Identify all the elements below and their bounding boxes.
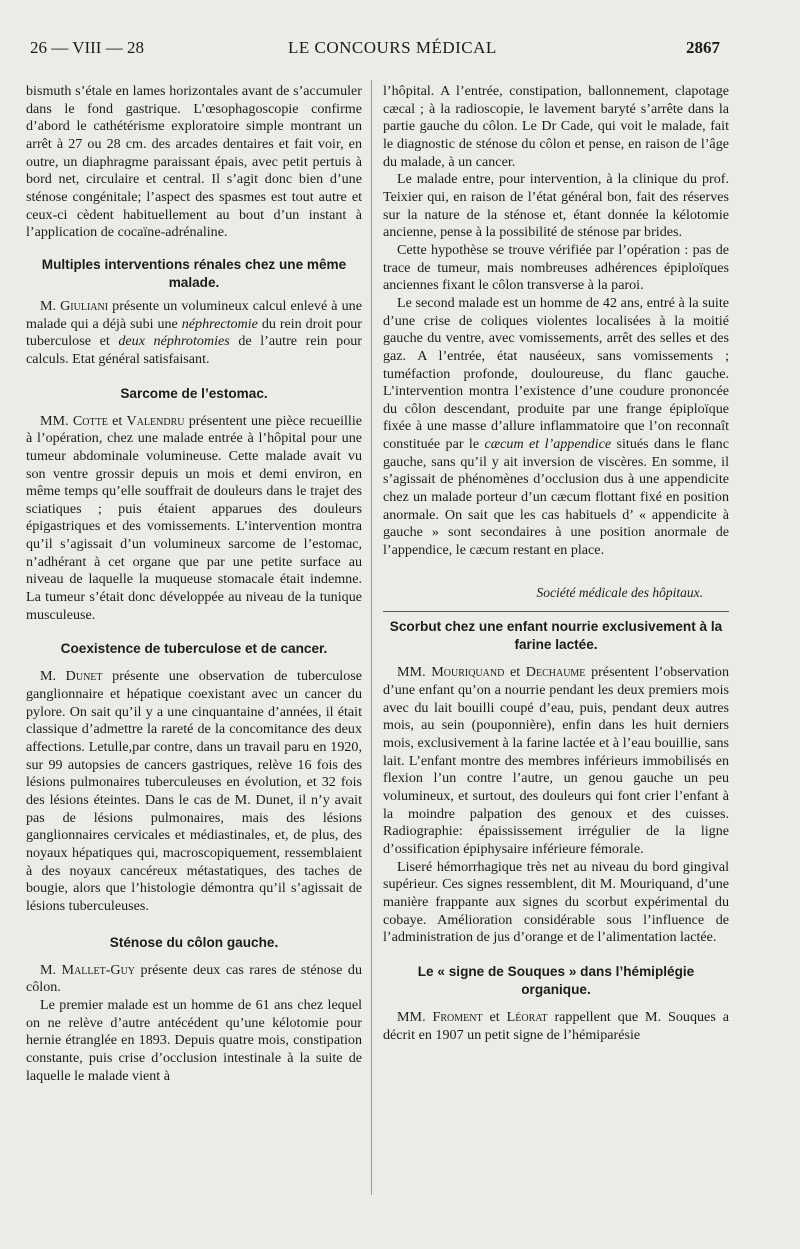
paragraph-hypothese: Cette hypothèse se trouve vérifiée par l’opération : pas de trace de tumeur, mais nombreuses adhérences épiploïques anciennes fixant le côlon transverse à la paroi. (383, 241, 729, 294)
paragraph-stenose-oesophage: bismuth s’étale en lames horizontales avant de s’accumuler dans le fond gastrique. L’œsophagoscopie confirme d’abord le cathétérisme exploratoire simple montrant un arrêt à 27 ou 28 cm. des arcades dentaires et fait voir, en outre, un diaphragme paraissant épais, avec petit pertuis à bord net, circulaire et central. Il s’agit donc bien d’une sténose congénitale; l’aspect des spasmes est tout autre et ceux-ci cèdent habituellement au bout d’un instant à l’application de cocaïne-adrénaline. (26, 83, 362, 241)
section-title-scorbut: Scorbut chez une enfant nourrie exclusivement à la farine lactée. (389, 619, 723, 653)
paragraph-lisere: Liseré hémorrhagique très net au niveau du bord gingival supérieur. Ces signes ressemblent, dit M. Mouriquand, d’une manière frappante aux signes du scorbut expérimental du cobaye. Amélioration considérable sous l’influence de l’administration de jus d’orange et de l’alimentation lactée. (383, 858, 729, 946)
page-header (30, 38, 720, 68)
section-title-sarcome-estomac: Sarcome de l’estomac. (120, 385, 268, 401)
term-nephrotomies: deux néphrotomies (118, 333, 230, 350)
author-name: M. Mallet-Guy (40, 961, 136, 978)
paragraph-tuberculose-cancer: M. Dunet présente une observation de tuberculose ganglionnaire et hépatique coexistant avec un cancer du pylore. On sait qu’il y a une cinquantaine d’années, il était classique d’admettre la rareté de la concomitance des deux affections. Letulle,par contre, dans un travail paru en 1920, sur 99 autopsies de cancers gastriques, relève 16 fois des lésions pulmonaires tuberculeuses en évolution, et 32 fois des lésions éteintes. Dans le cas de M. Dunet, il n’y avait pas de lésions pulmonaires, mais des lésions ganglionnaires cervicales et médiastinales, et, de plus, des noyaux hépatiques qui, macroscopiquement, ressemblaient à des noyaux cancéreux métastatiques, des taches de bougie, alors que l’histologie démontra qu’il s’agissait de lésions tuberculeuses. (26, 668, 362, 914)
paragraph-stenose-colon-intro: M. Mallet-Guy présente deux cas rares de sténose du côlon. (26, 961, 362, 996)
section-title-interventions-renales: Multiples interventions rénales chez une même malade. (41, 256, 347, 290)
author-name: M. Giuliani (40, 297, 109, 314)
paragraph-sarcome-estomac: MM. Cotte et Valendru présentent une pièce recueillie à l’opération, chez une malade entrée à l’hôpital pour une tumeur abdominale volumineuse. Cette malade avait vu son ventre grossir depuis un mois et demi environ, en même temps qu’elle souffrait de douleurs dans le trajet des sciatiques ; puis étaient apparues des douleurs épigastriques et des vomissements. L’intervention montra qu’il s’agissait d’un volumineux sarcome de l’estomac, n’adhérant à cet organe que par une petite surface au niveau de laquelle la muqueuse stomacale était indemne. La tumeur s’était donc développée au niveau de la tunique musculeuse. (26, 412, 362, 623)
journal-title: LE CONCOURS MÉDICAL (288, 38, 497, 57)
author-name: Dechaume (525, 664, 586, 681)
paragraph-scorbut: MM. Mouriquand et Dechaume présentent l’observation d’une enfant qu’on a nourrie pendant les deux premiers mois avec du lait bouilli coupé d’eau, puis, pendant deux autres mois, au sein (pouponnière), enfin dans les huit derniers mois, exclusivement à la farine lactée et à l’eau bouillie, sans lait. L’enfant montre des membres inférieurs immobilisés en flexion l’un contre l’autre, un genou gauche un peu volumineux, et surtout, des douleurs qui font crier l’enfant à la moindre palpation des genoux et des cuisses. Radiographie: épaississement irrégulier de la ligne d’ossification épiphysaire inférieure fémorale. (383, 664, 729, 857)
author-name: M. Dunet (40, 668, 103, 685)
paragraph-second-malade: Le second malade est un homme de 42 ans, entré à la suite d’une crise de coliques violentes localisées à la moitié gauche du ventre, avec vomissements, arrêt des selles et des gaz. A l’entrée, état nauséeux, sans vomissements ; tuméfaction profonde, douloureuse, du flanc gauche. L’intervention montra l’existence d’une coudure prononcée du côlon descendant, produite par une frange épiploïque fixée à une masse d’allure inflammatoire que l’on reconnaît constituée par le cæcum et l’appendice situés dans le flanc gauche, sans qu’il y ait inversion de viscères. En somme, il s’agissait de phénomènes d’occlusion dus à une appendicite chez un malade porteur d’un cæcum flottant fixé en position anormale. On sait que les cas habituels d’ « appendicite à gauche » sont secondaires à une position anormale de l’appendice, le cæcum restant en place. (383, 294, 729, 559)
author-name: Léorat (506, 1008, 548, 1025)
author-name: Valendru (126, 412, 185, 429)
society-signature: Société médicale des hôpitaux. (536, 584, 703, 600)
term-nephrectomie: néphrectomie (181, 315, 258, 332)
paragraph-premier-malade-suite: l’hôpital. A l’entrée, constipation, ballonnement, clapotage cæcal ; à la radioscopie, le lavement baryté s’arrête dans la partie gauche du côlon. Le Dr Cade, qui voit le malade, fait le diagnostic de sténose du côlon et pense, en raison de l’âge du malade, à un cancer. (383, 83, 729, 170)
left-column (26, 83, 362, 1233)
term-caecum-appendice: cæcum et l’appendice (484, 436, 612, 453)
column-divider (371, 80, 372, 1195)
issue-date: 26 — VIII — 28 (30, 38, 144, 57)
paragraph-signe-souques: MM. Froment et Léorat rappellent que M. Souques a décrit en 1907 un petit signe de l’hémiparésie (383, 1008, 729, 1043)
paragraph-premier-malade: Le premier malade est un homme de 61 ans chez lequel on ne relève d’autre antécédent qu’une kélotomie pour hernie étranglée en 1893. Depuis quatre mois, constipation constante, puis crise d’occlusion intestinale à la suite de laquelle le malade vient à (26, 996, 362, 1084)
page-number: 2867 (686, 38, 720, 57)
right-column (383, 83, 729, 1233)
section-title-stenose-colon: Sténose du côlon gauche. (109, 934, 279, 950)
section-title-tuberculose-cancer: Coexistence de tuberculose et de cancer. (60, 641, 328, 657)
author-name: MM. Froment (397, 1008, 483, 1025)
author-name: MM. Mouriquand (397, 664, 505, 681)
section-title-signe-souques: Le « signe de Souques » dans l’hémiplégie organique. (417, 963, 695, 997)
author-name: MM. Cotte (40, 412, 108, 429)
paragraph-interventions-renales: M. Giuliani présente un volumineux calcul enlevé à une malade qui a déjà subi une néphrectomie du rein droit pour tuberculose et deux néphrotomies de l’autre rein pour calculs. Etat général satisfaisant. (26, 297, 362, 367)
paragraph-intervention: Le malade entre, pour intervention, à la clinique du prof. Teixier qui, en raison de l’état général bon, fait des réserves sur la nature de la sténose et, étant donnée la kélotomie ancienne, pense à la possibilité de sténose par brides. (383, 171, 729, 241)
